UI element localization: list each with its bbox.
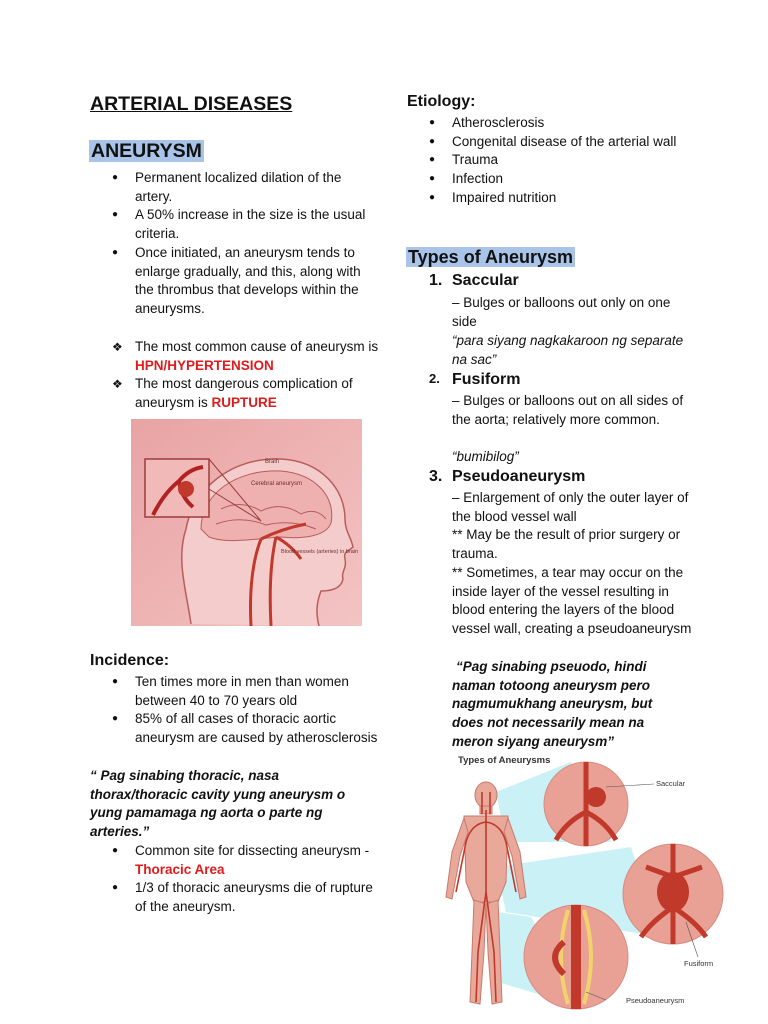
type-saccular-desc: – Bulges or balloons out only on one side: [452, 295, 671, 329]
list-item: ❖ The most dangerous complication of aneurysm is RUPTURE: [90, 375, 380, 412]
incidence-list-2: [90, 842, 380, 917]
list-item: ● 1/3 of thoracic aneurysms die of rupture of the aneurysm.: [90, 879, 380, 916]
list-item: ● Infection: [407, 170, 697, 189]
type-pseudoaneurysm-note-1: ** May be the result of prior surgery or trauma.: [452, 527, 681, 561]
list-item: ● Trauma: [407, 151, 697, 170]
etiology-list: [407, 114, 697, 208]
list-item: ● Ten times more in men than women between 40 to 70 years old: [90, 673, 380, 710]
blood-vessels-label: Blood vessels (arteries) in brain: [281, 549, 359, 555]
brain-label: Brain: [265, 459, 280, 465]
figure-title: Types of Aneurysms: [458, 755, 551, 766]
type-saccular-quote: “para siyang nagkakaroon ng separate na sac”: [452, 333, 684, 367]
type-number: 3.: [429, 468, 443, 485]
type-number: 2.: [429, 371, 440, 386]
types-heading: Types of Aneurysm: [408, 247, 574, 267]
aneurysm-definition-list: [90, 169, 380, 319]
type-fusiform-desc: – Bulges or balloons out on all sides of the aorta; relatively more common.: [452, 393, 684, 427]
incidence-list: [90, 673, 380, 748]
list-item: ● Congenital disease of the arterial wall: [407, 133, 697, 152]
type-pseudoaneurysm-quote: “Pag sinabing pseuodo, hindi naman totoong aneurysm pero nagmumukhang aneurysm, but does not necessarily mean na meron siyang aneurysm”: [452, 659, 653, 749]
body-vessels-illustration: [436, 752, 736, 1014]
aneurysm-notes-list: [90, 338, 380, 413]
saccular-label: Saccular: [656, 779, 686, 788]
type-pseudoaneurysm-title: Pseudoaneurysm: [452, 468, 586, 485]
type-fusiform-quote: “bumibilog”: [452, 449, 519, 464]
type-pseudoaneurysm-note-2: ** Sometimes, a tear may occur on the inside layer of the vessel resulting in blood entering the layers of the blood vessel wall, creating a pseudoaneurysm: [452, 565, 692, 637]
pseudoaneurysm-label: Pseudoaneurysm: [626, 996, 685, 1005]
cerebral-aneurysm-label: Cerebral aneurysm: [251, 481, 303, 487]
list-item: ● A 50% increase in the size is the usual criteria.: [90, 206, 380, 243]
fusiform-label: Fusiform: [684, 959, 714, 968]
list-item: ● Permanent localized dilation of the artery.: [90, 169, 380, 206]
page-title: ARTERIAL DISEASES: [90, 93, 293, 115]
type-saccular-title: Saccular: [452, 272, 519, 289]
list-item: ● Once initiated, an aneurysm tends to enlarge gradually, and this, along with the thrombus that develops within the aneurysms.: [90, 244, 380, 319]
list-item: ● Impaired nutrition: [407, 189, 697, 208]
list-item: ● 85% of all cases of thoracic aortic aneurysm are caused by atherosclerosis: [90, 710, 380, 747]
section-heading-aneurysm: ANEURYSM: [91, 140, 202, 162]
etiology-heading: Etiology:: [407, 93, 476, 110]
list-item: ❖ The most common cause of aneurysm is HPN/HYPERTENSION: [90, 338, 380, 375]
cerebral-aneurysm-figure: [131, 419, 362, 626]
list-item: ● Atherosclerosis: [407, 114, 697, 133]
head-illustration: [131, 419, 362, 626]
types-of-aneurysms-figure: [436, 752, 736, 1014]
type-number: 1.: [429, 272, 443, 289]
incidence-quote: “ Pag sinabing thoracic, nasa thorax/thoracic cavity yung aneurysm o yung pamamaga ng aorta o parte ng arteries.”: [90, 768, 346, 840]
type-pseudoaneurysm-desc: – Enlargement of only the outer layer of the blood vessel wall: [452, 490, 689, 524]
list-item: ● Common site for dissecting aneurysm - Thoracic Area: [90, 842, 380, 879]
type-fusiform-title: Fusiform: [452, 371, 521, 388]
incidence-heading: Incidence:: [90, 652, 170, 669]
